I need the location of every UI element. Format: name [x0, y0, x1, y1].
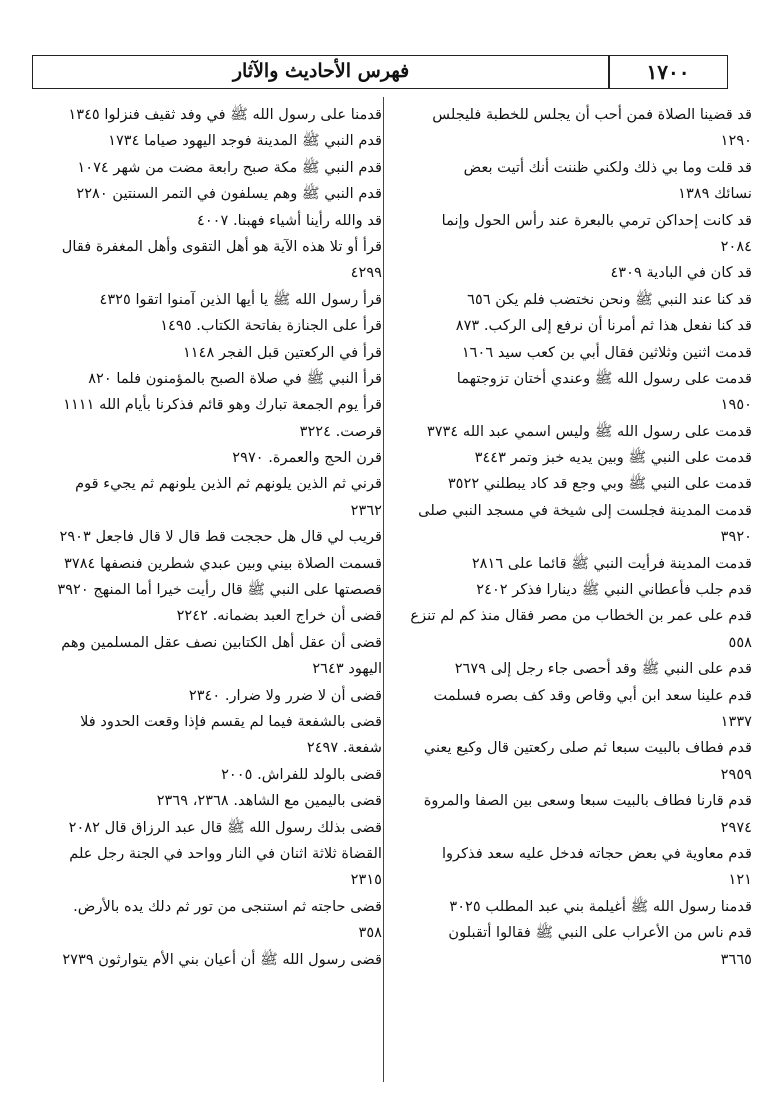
index-line: قدم علينا سعد ابن أبي وقاص وقد كف بصره فسلمت — [433, 686, 752, 704]
column-divider — [383, 97, 384, 1082]
index-line: قضى بالشفعة فيما لم يقسم فإذا وقعت الحدود فلا — [80, 712, 382, 730]
index-line: قرأ أو تلا هذه الآية هو أهل التقوى وأهل المغفرة فقال — [61, 237, 382, 255]
index-line: شفعة. ٢٤٩٧ — [306, 739, 382, 757]
index-line: ٣٥٨ — [358, 924, 382, 942]
index-line: قضى أن عقل أهل الكتابين نصف عقل المسلمين وهم — [61, 633, 382, 651]
index-line: نسائك ١٣٨٩ — [678, 185, 752, 203]
index-line: اليهود ٢٦٤٣ — [312, 660, 382, 678]
index-line: ٣٦٦٥ — [720, 950, 752, 968]
index-line: قدم على النبي ﷺ وقد أحصى جاء رجل إلى ٢٦٧٩ — [454, 660, 752, 678]
index-line: قرأ على الجنازة بفاتحة الكتاب. ١٤٩٥ — [160, 317, 382, 335]
index-line: قدم فطاف بالبيت سبعا ثم صلى ركعتين قال وكيع يعني — [423, 739, 752, 757]
header-divider — [608, 55, 610, 89]
index-line: ٢٣١٥ — [350, 871, 382, 889]
index-line: قدم معاوية في بعض حجاته فدخل عليه سعد فذكروا — [441, 844, 752, 862]
index-line: ١٣٣٧ — [720, 712, 752, 730]
index-line: قضى بالولد للفراش. ٢٠٠٥ — [221, 765, 382, 783]
index-line: قد كان في البادية ٤٣٠٩ — [610, 264, 752, 282]
index-line: قد قضينا الصلاة فمن أحب أن يجلس للخطبة فليجلس — [432, 106, 752, 123]
index-line: ١٢١ — [728, 871, 752, 889]
index-line: ٢٣٦٢ — [350, 501, 382, 519]
index-line: قصصتها على النبي ﷺ قال رأيت خيرا أما المنهج ٣٩٢٠ — [57, 581, 382, 599]
index-line: قد والله رأينا أشياء فهبنا. ٤٠٠٧ — [197, 211, 382, 229]
index-line: قرأ النبي ﷺ في صلاة الصبح بالمؤمنون فلما ٨٢٠ — [88, 369, 382, 387]
left-column — [30, 102, 382, 973]
index-line: ١٢٩٠ — [720, 132, 752, 150]
page-title: فهرس الأحاديث والآثار — [232, 60, 410, 82]
index-line: قرأ رسول الله ﷺ يا أيها الذين آمنوا اتقوا ٤٣٢٥ — [99, 290, 382, 308]
index-line: ١٩٥٠ — [720, 396, 752, 414]
index-line: قدم على عمر بن الخطاب من مصر فقال منذ كم لم تنزع — [410, 607, 752, 625]
index-line: ٤٢٩٩ — [350, 264, 382, 282]
index-line: قضى بذلك رسول الله ﷺ قال عبد الرزاق قال ٢٠٨٢ — [68, 818, 382, 836]
index-line: قضى حاجته ثم استنجى من تور ثم دلك يده بالأرض. — [73, 897, 382, 915]
index-line: قدمنا رسول الله ﷺ أغيلمة بني عبد المطلب ٣٠٢٥ — [449, 897, 752, 915]
index-line: قدمت المدينة فرأيت النبي ﷺ قائما على ٢٨١٦ — [471, 554, 752, 572]
index-line: قدم النبي ﷺ المدينة فوجد اليهود صياما ١٧٣٤ — [108, 132, 382, 150]
index-line: قد كنا عند النبي ﷺ ونحن نختضب فلم يكن ٦٥٦ — [467, 290, 752, 308]
index-line: قدمت على رسول الله ﷺ وعندي أختان تزوجتهما — [456, 369, 752, 387]
index-line: قرني ثم الذين يلونهم ثم الذين يلونهم ثم يجيء قوم — [75, 475, 382, 493]
index-line: قضى أن لا ضرر ولا ضرار. ٢٣٤٠ — [188, 686, 382, 704]
index-line: قدم ناس من الأعراب على النبي ﷺ فقالوا أتقبلون — [448, 924, 752, 942]
index-line: ٣٩٢٠ — [720, 528, 752, 546]
right-column — [400, 102, 752, 973]
index-line: قد كنا نفعل هذا ثم أمرنا أن نرفع إلى الركب. ٨٧٣ — [455, 317, 752, 335]
index-line: قدم جلب فأعطاني النبي ﷺ دينارا فذكر ٢٤٠٢ — [476, 581, 752, 599]
index-line: قدم النبي ﷺ وهم يسلفون في التمر السنتين ٢٢٨٠ — [76, 185, 382, 203]
index-line: قرن الحج والعمرة. ٢٩٧٠ — [232, 449, 382, 467]
index-line: ٢٩٧٤ — [720, 818, 752, 836]
index-line: قسمت الصلاة بيني وبين عبدي شطرين فنصفها ٣٧٨٤ — [64, 554, 382, 572]
index-line: ٢٠٨٤ — [720, 237, 752, 255]
index-line: ٥٥٨ — [728, 633, 752, 651]
index-line: قرأ يوم الجمعة تبارك وهو قائم فذكرنا بأيام الله ١١١١ — [63, 396, 382, 414]
index-line: قضى باليمين مع الشاهد. ٢٣٦٨، ٢٣٦٩ — [156, 792, 382, 810]
index-line: قرأ في الركعتين قبل الفجر ١١٤٨ — [182, 343, 382, 361]
index-line: قضى رسول الله ﷺ أن أعيان بني الأم يتوارثون ٢٧٣٩ — [62, 950, 382, 968]
index-line: قرصت. ٣٢٢٤ — [299, 422, 382, 440]
index-line: قد كانت إحداكن ترمي بالبعرة عند رأس الحول وإنما — [441, 211, 752, 229]
index-line: قدمنا على رسول الله ﷺ في وفد ثقيف فنزلوا ١٣٤٥ — [68, 106, 382, 123]
index-line: قدمت على النبي ﷺ وبي وجع قد كاد يبطلني ٣٥٢٢ — [447, 475, 752, 493]
index-line: قدمت على رسول الله ﷺ وليس اسمي عبد الله ٣٧٣٤ — [426, 422, 752, 440]
index-line: قدمت المدينة فجلست إلى شيخة في مسجد النبي صلى — [418, 501, 752, 519]
index-line: قدمت اثنين وثلاثين فقال أبي بن كعب سيد ١٦٠٦ — [461, 343, 752, 361]
index-line: ٢٩٥٩ — [720, 765, 752, 783]
index-line: قد قلت وما بي ذلك ولكني ظننت أنك أتيت بعض — [463, 158, 752, 176]
index-line: قريب لي قال هل حججت قط قال لا قال فاجعل ٢٩٠٣ — [59, 528, 382, 546]
index-line: القضاة ثلاثة اثنان في النار وواحد في الجنة رجل علم — [69, 844, 382, 862]
index-line: قدم النبي ﷺ مكة صبح رابعة مضت من شهر ١٠٧٤ — [77, 158, 382, 176]
index-line: قدم قارنا فطاف بالبيت سبعا وسعى بين الصفا والمروة — [423, 792, 752, 810]
index-line: قدمت على النبي ﷺ وبين يديه خبز وتمر ٣٤٤٣ — [474, 449, 752, 467]
page-number: ١٧٠٠ — [646, 60, 690, 84]
index-line: قضى أن خراج العبد بضمانه. ٢٢٤٢ — [176, 607, 382, 625]
